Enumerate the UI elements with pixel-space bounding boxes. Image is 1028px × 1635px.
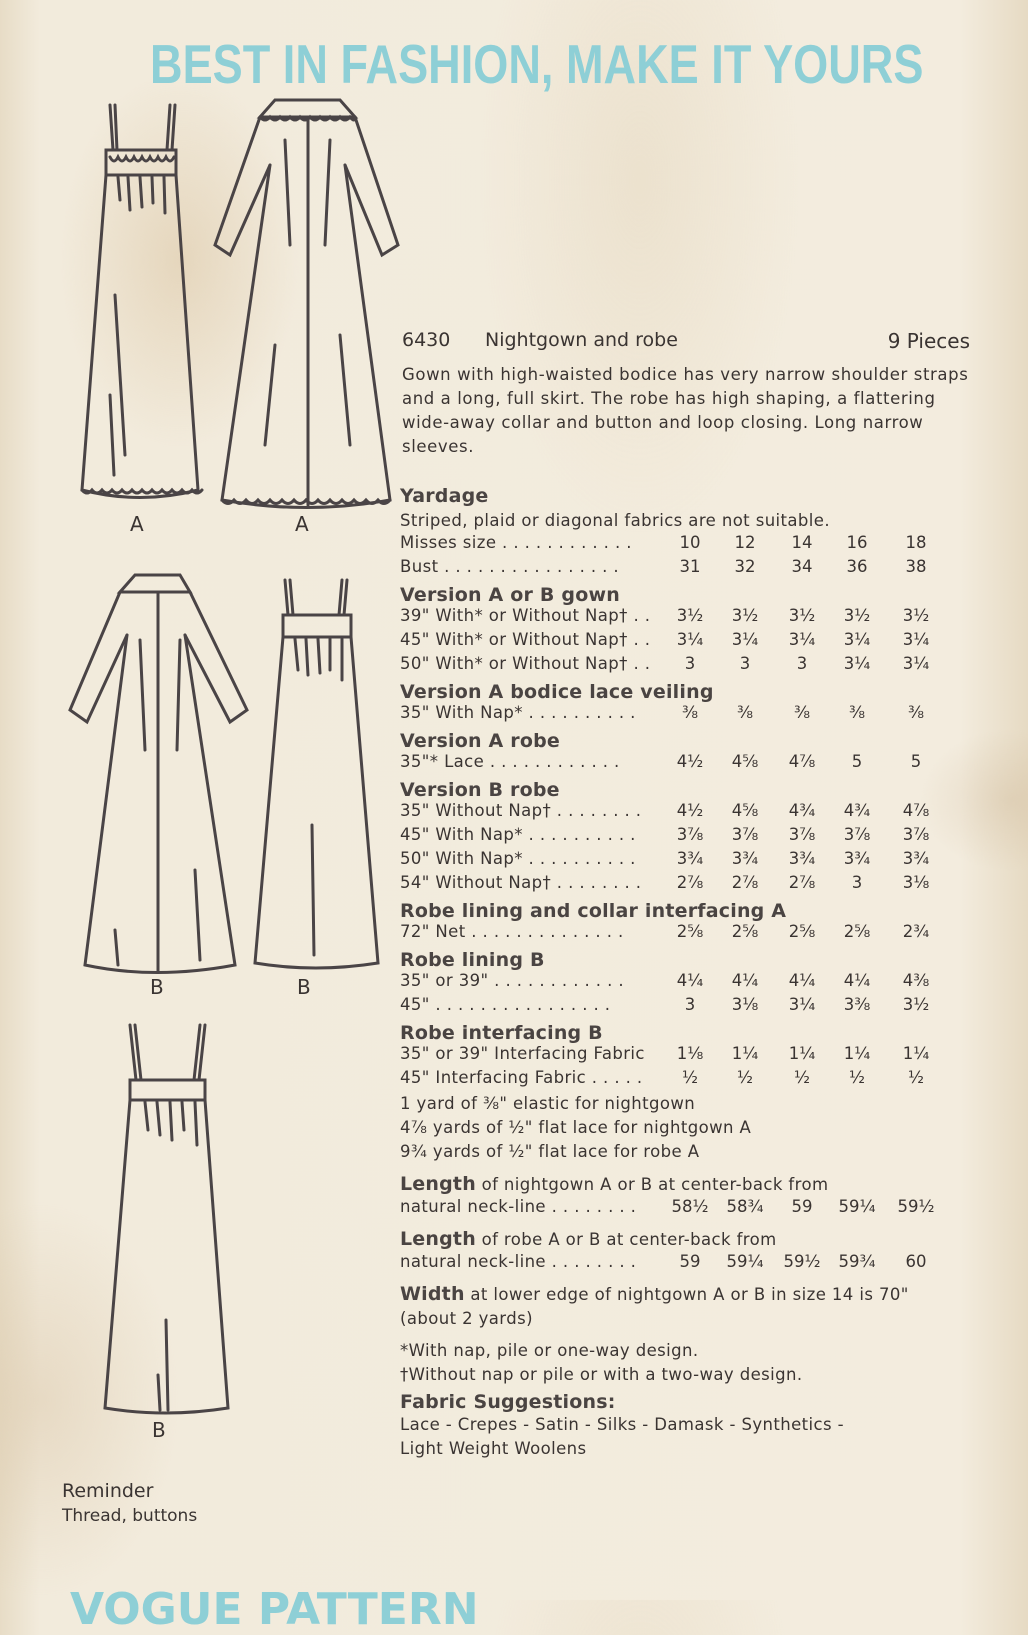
table-row — [400, 630, 970, 654]
row-value: 5 — [910, 752, 922, 771]
row-value: 2⅞ — [731, 873, 759, 892]
row-value: 1¼ — [902, 1044, 930, 1063]
gown-length-bold: Length — [400, 1173, 476, 1195]
nightgown-a-front-illustration — [70, 95, 210, 510]
row-value: 4¼ — [788, 971, 816, 990]
row-value: 4¼ — [676, 971, 704, 990]
table-row — [400, 533, 970, 557]
row-value: 3⅞ — [843, 825, 871, 844]
robe-length-text: of robe A or B at center-back from — [475, 1230, 777, 1249]
row-label: 45" With* or Without Nap† . . — [400, 630, 651, 649]
section-heading: Version A robe — [400, 730, 560, 752]
row-value: 59½ — [783, 1252, 821, 1271]
row-value: 3¾ — [788, 849, 816, 868]
figure-label: B — [297, 975, 311, 999]
row-value: 58¾ — [726, 1197, 764, 1216]
robe-length-bold: Length — [400, 1228, 476, 1250]
gown-length-row — [400, 1197, 970, 1221]
table-row — [400, 825, 970, 849]
row-value: 3⅛ — [902, 873, 930, 892]
row-value: 3¾ — [731, 849, 759, 868]
table-row — [400, 873, 970, 897]
row-value: 1¼ — [843, 1044, 871, 1063]
figure-label: B — [152, 1418, 166, 1442]
row-value: 3⅞ — [788, 825, 816, 844]
row-value: 3½ — [676, 606, 704, 625]
fabric-suggestions-line2: Light Weight Woolens — [400, 1439, 587, 1458]
row-value: 3½ — [902, 995, 930, 1014]
pattern-description: Gown with high-waisted bodice has very narrow shoulder straps and a long, full skirt. The robe has high shaping, a flattering wide-away collar and button and loop closing. Long narrow sleeves. — [402, 365, 969, 456]
yardage-warning: Striped, plaid or diagonal fabrics are not suitable. — [400, 511, 830, 530]
row-value: 3 — [684, 654, 696, 673]
row-value: 3⅞ — [731, 825, 759, 844]
footnote-with-nap: *With nap, pile or one-way design. — [400, 1341, 699, 1360]
row-value: 3⅛ — [731, 995, 759, 1014]
row-value: 12 — [734, 533, 756, 552]
notion-item: 9¾ yards of ½" flat lace for robe A — [400, 1142, 700, 1161]
table-row — [400, 995, 970, 1019]
row-value: 1¼ — [731, 1044, 759, 1063]
row-value: 34 — [791, 557, 813, 576]
row-value: 3½ — [788, 606, 816, 625]
row-value: 1⅛ — [676, 1044, 704, 1063]
row-value: 3¼ — [731, 630, 759, 649]
pattern-pieces: 9 Pieces — [887, 329, 970, 353]
row-value: ⅜ — [849, 703, 865, 722]
row-value: 3½ — [902, 606, 930, 625]
pattern-info — [400, 325, 970, 1461]
row-value: 1¼ — [788, 1044, 816, 1063]
row-value: 59 — [791, 1197, 813, 1216]
row-value: 3 — [796, 654, 808, 673]
row-value: ⅜ — [737, 703, 753, 722]
row-value: 3¾ — [676, 849, 704, 868]
row-value: 3¼ — [843, 630, 871, 649]
row-label: 50" With* or Without Nap† . . — [400, 654, 651, 673]
row-value: 2⅞ — [788, 873, 816, 892]
row-value: 3¼ — [788, 995, 816, 1014]
row-value: 38 — [905, 557, 927, 576]
row-value: 4⅝ — [731, 752, 759, 771]
row-value: 3½ — [843, 606, 871, 625]
row-value: 2⅝ — [676, 922, 704, 941]
row-value: 3⅜ — [843, 995, 871, 1014]
row-value: 16 — [846, 533, 868, 552]
row-label: 50" With Nap* . . . . . . . . . . — [400, 849, 636, 868]
section-heading: Version A bodice lace veiling — [400, 681, 714, 703]
row-value: 3¼ — [676, 630, 704, 649]
row-value: ½ — [737, 1068, 753, 1087]
row-label: 45" Interfacing Fabric . . . . . — [400, 1068, 643, 1087]
row-value: 4⅞ — [902, 801, 930, 820]
yardage-table — [400, 533, 970, 1092]
gown-length-text: of nightgown A or B at center-back from — [475, 1175, 829, 1194]
row-value: 2⅝ — [731, 922, 759, 941]
row-value: 3¼ — [843, 654, 871, 673]
row-label: 35" Without Nap† . . . . . . . . — [400, 801, 642, 820]
reminder-heading: Reminder — [62, 1480, 154, 1502]
row-value: 59¼ — [726, 1252, 764, 1271]
table-row — [400, 557, 970, 581]
row-value: ½ — [794, 1068, 810, 1087]
row-value: 14 — [791, 533, 813, 552]
table-row — [400, 654, 970, 678]
row-value: 4¼ — [843, 971, 871, 990]
notion-item: 1 yard of ⅜" elastic for nightgown — [400, 1094, 696, 1113]
row-value: 4¾ — [788, 801, 816, 820]
pattern-title-row — [400, 325, 970, 359]
gown-width — [400, 1282, 970, 1331]
row-value: 36 — [846, 557, 868, 576]
nightgown-b-back-illustration — [100, 1020, 230, 1420]
row-value: 4½ — [676, 752, 704, 771]
row-label: 39" With* or Without Nap† . . — [400, 606, 651, 625]
row-value: 4¾ — [843, 801, 871, 820]
notions-list — [400, 1092, 970, 1164]
row-value: 4⅞ — [788, 752, 816, 771]
figure-label: A — [295, 512, 309, 536]
fabric-suggestions-heading: Fabric Suggestions: — [400, 1391, 616, 1413]
row-label: 35" or 39" . . . . . . . . . . . . — [400, 971, 625, 990]
row-label: 35" or 39" Interfacing Fabric — [400, 1044, 645, 1063]
robe-length-row — [400, 1252, 970, 1276]
row-label: 35"* Lace . . . . . . . . . . . . — [400, 752, 620, 771]
table-row — [400, 922, 970, 946]
row-value: 2⅝ — [843, 922, 871, 941]
section-heading: Robe lining and collar interfacing A — [400, 900, 787, 922]
row-value: 3½ — [731, 606, 759, 625]
headline: BEST IN FASHION, MAKE IT YOURS — [150, 33, 924, 95]
figure-label: B — [150, 975, 164, 999]
row-value: 4⅝ — [731, 801, 759, 820]
table-row — [400, 1044, 970, 1068]
row-value: 3¼ — [902, 630, 930, 649]
row-value: ½ — [682, 1068, 698, 1087]
footer-brand-partial — [70, 1584, 479, 1635]
row-value: 3¼ — [788, 630, 816, 649]
robe-b-illustration — [65, 570, 255, 980]
row-value: ½ — [849, 1068, 865, 1087]
row-value: 4¼ — [731, 971, 759, 990]
row-value: 3⅞ — [676, 825, 704, 844]
row-value: 2⅝ — [788, 922, 816, 941]
footnote-without-nap: †Without nap or pile or with a two-way design. — [400, 1365, 803, 1384]
table-row — [400, 606, 970, 630]
row-value: 2⅞ — [676, 873, 704, 892]
row-value: 32 — [734, 557, 756, 576]
row-value: 3 — [684, 995, 696, 1014]
width-bold: Width — [400, 1283, 465, 1305]
row-value: 59 — [679, 1252, 701, 1271]
table-row — [400, 752, 970, 776]
footer-brand-text: VOGUE PATTERN — [70, 1584, 479, 1635]
row-label: Bust . . . . . . . . . . . . . . . . — [400, 557, 620, 576]
reminder-text: Thread, buttons — [62, 1506, 198, 1526]
table-row — [400, 849, 970, 873]
row-value: 3 — [851, 873, 863, 892]
row-label: 45" With Nap* . . . . . . . . . . — [400, 825, 636, 844]
row-value: ⅜ — [794, 703, 810, 722]
row-label: natural neck-line . . . . . . . . — [400, 1252, 637, 1271]
width-line2: (about 2 yards) — [400, 1309, 533, 1328]
row-value: 10 — [679, 533, 701, 552]
row-value: 58½ — [671, 1197, 709, 1216]
row-value: 3¾ — [902, 849, 930, 868]
fabric-suggestions-line1: Lace - Crepes - Satin - Silks - Damask - Synthetics - — [400, 1415, 844, 1434]
row-value: ⅜ — [682, 703, 698, 722]
row-value: 3¾ — [843, 849, 871, 868]
table-row — [400, 801, 970, 825]
row-value: 18 — [905, 533, 927, 552]
pattern-name: Nightgown and robe — [485, 329, 678, 351]
nightgown-b-illustration — [250, 575, 385, 975]
table-row — [400, 971, 970, 995]
row-value: 31 — [679, 557, 701, 576]
row-value: 3¼ — [902, 654, 930, 673]
reminder — [62, 1480, 197, 1526]
table-row — [400, 703, 970, 727]
figure-label: A — [130, 512, 144, 536]
row-value: 3⅞ — [902, 825, 930, 844]
robe-a-front-illustration — [210, 95, 405, 510]
gown-length — [400, 1172, 970, 1221]
row-label: Misses size . . . . . . . . . . . . — [400, 533, 632, 552]
section-heading: Version B robe — [400, 779, 560, 801]
row-label: 45" . . . . . . . . . . . . . . . . — [400, 995, 611, 1014]
row-value: 2¾ — [902, 922, 930, 941]
yardage-heading: Yardage — [400, 485, 489, 507]
row-value: 3 — [739, 654, 751, 673]
section-heading: Version A or B gown — [400, 584, 620, 606]
row-value: 60 — [905, 1252, 927, 1271]
row-value: ½ — [908, 1068, 924, 1087]
robe-length — [400, 1227, 970, 1276]
row-label: natural neck-line . . . . . . . . — [400, 1197, 637, 1216]
row-label: 35" With Nap* . . . . . . . . . . — [400, 703, 636, 722]
row-label: 72" Net . . . . . . . . . . . . . . — [400, 922, 624, 941]
width-text: at lower edge of nightgown A or B in size 14 is 70" — [464, 1285, 909, 1304]
row-label: 54" Without Nap† . . . . . . . . — [400, 873, 642, 892]
row-value: 59½ — [897, 1197, 935, 1216]
row-value: 4⅜ — [902, 971, 930, 990]
row-value: 5 — [851, 752, 863, 771]
row-value: 59¼ — [838, 1197, 876, 1216]
pattern-number: 6430 — [402, 329, 451, 351]
row-value: 4½ — [676, 801, 704, 820]
notion-item: 4⅞ yards of ½" flat lace for nightgown A — [400, 1118, 752, 1137]
row-value: ⅜ — [908, 703, 924, 722]
row-value: 59¾ — [838, 1252, 876, 1271]
section-heading: Robe interfacing B — [400, 1022, 603, 1044]
table-row — [400, 1068, 970, 1092]
section-heading: Robe lining B — [400, 949, 545, 971]
